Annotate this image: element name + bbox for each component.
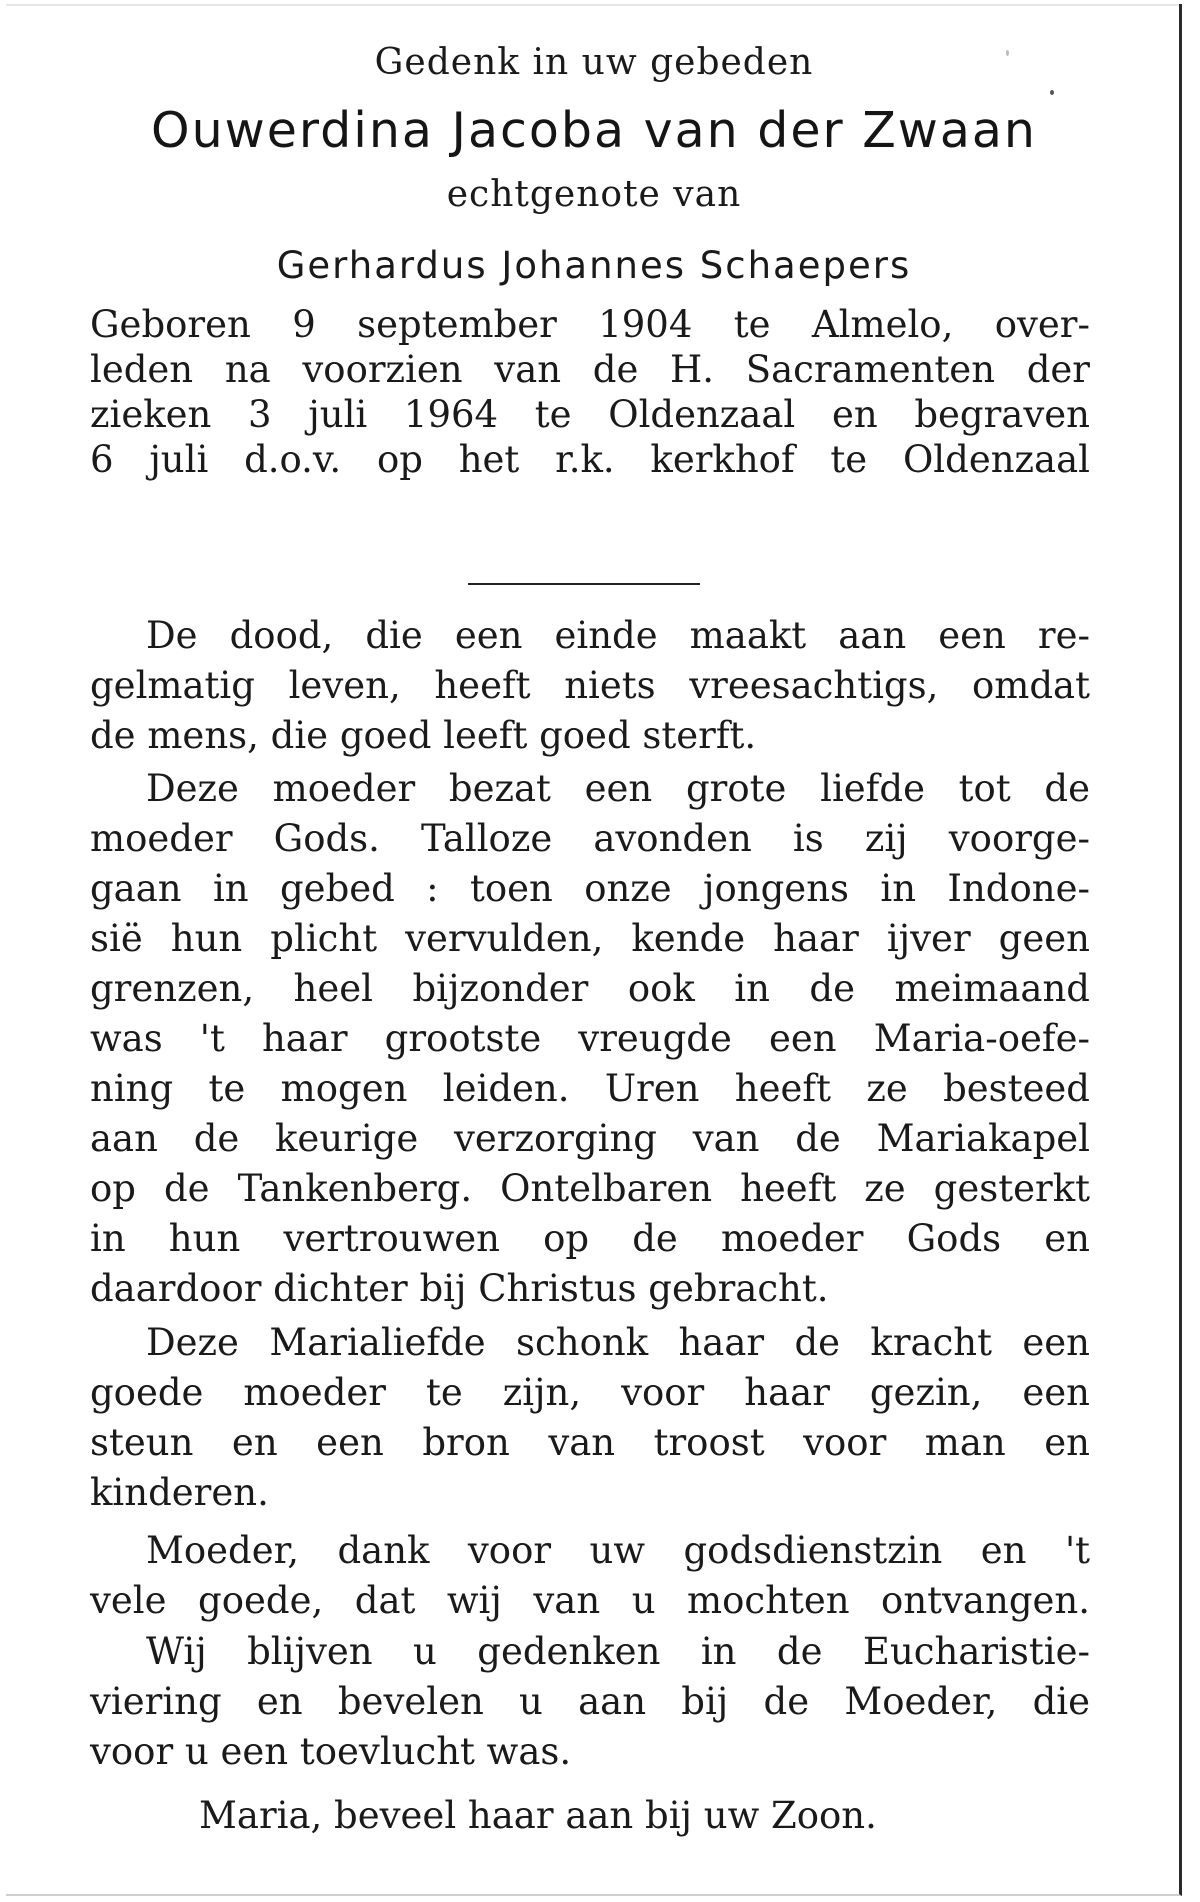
text-line: grenzen, heel bijzonder ook in de meimaand	[90, 967, 1090, 1010]
text-line: was 't haar grootste vreugde een Maria-oefe-	[90, 1017, 1090, 1060]
relation-line: echtgenote van	[446, 174, 742, 215]
text-line: daardoor dichter bij Christus gebracht.	[90, 1267, 829, 1310]
divider-rule	[468, 583, 700, 585]
text-line: Deze Marialiefde schonk haar de kracht een	[146, 1321, 1090, 1364]
text-line: in hun vertrouwen op de moeder Gods en	[90, 1217, 1090, 1260]
biography-line: leden na voorzien van de H. Sacramenten der	[90, 348, 1090, 391]
text-line: ning te mogen leiden. Uren heeft ze besteed	[90, 1067, 1090, 1110]
text-line: De dood, die een einde maakt aan een re-	[146, 614, 1090, 657]
text-line: vele goede, dat wij van u mochten ontvangen.	[90, 1579, 1090, 1622]
memorial-card	[6, 4, 1182, 1896]
text-line: op de Tankenberg. Ontelbaren heeft ze gesterkt	[90, 1167, 1090, 1210]
deceased-name: Ouwerdina Jacoba van der Zwaan	[151, 102, 1037, 159]
text-line: goede moeder te zijn, voor haar gezin, een	[90, 1371, 1090, 1414]
text-line: voor u een toevlucht was.	[90, 1730, 572, 1773]
closing-prayer: Maria, beveel haar aan bij uw Zoon.	[199, 1794, 877, 1837]
text-line: sië hun plicht vervulden, kende haar ijver geen	[90, 917, 1090, 960]
print-speck	[1050, 90, 1054, 95]
text-line: moeder Gods. Talloze avonden is zij voorge-	[90, 817, 1090, 860]
text-line: gelmatig leven, heeft niets vreesachtigs, omdat	[90, 664, 1090, 707]
biography-line: 6 juli d.o.v. op het r.k. kerkhof te Oldenzaal	[90, 438, 1090, 481]
biography-line: Geboren 9 september 1904 te Almelo, over-	[90, 303, 1090, 346]
biography-line: zieken 3 juli 1964 te Oldenzaal en begraven	[90, 393, 1090, 436]
text-line: steun en een bron van troost voor man en	[90, 1421, 1090, 1464]
text-line: viering en bevelen u aan bij de Moeder, die	[90, 1680, 1090, 1723]
text-line: Deze moeder bezat een grote liefde tot de	[146, 767, 1090, 810]
text-line: Moeder, dank voor uw godsdienstzin en 't	[146, 1529, 1090, 1572]
text-line: de mens, die goed leeft goed sterft.	[90, 714, 757, 757]
text-line: kinderen.	[90, 1471, 269, 1514]
text-line: gaan in gebed : toen onze jongens in Indone-	[90, 867, 1090, 910]
card-top-edge	[6, 4, 1179, 6]
spouse-name: Gerhardus Johannes Schaepers	[276, 244, 912, 287]
text-line: aan de keurige verzorging van de Mariakapel	[90, 1117, 1090, 1160]
text-line: Wij blijven u gedenken in de Eucharistie-	[146, 1630, 1090, 1673]
intro-line: Gedenk in uw gebeden	[374, 42, 814, 83]
